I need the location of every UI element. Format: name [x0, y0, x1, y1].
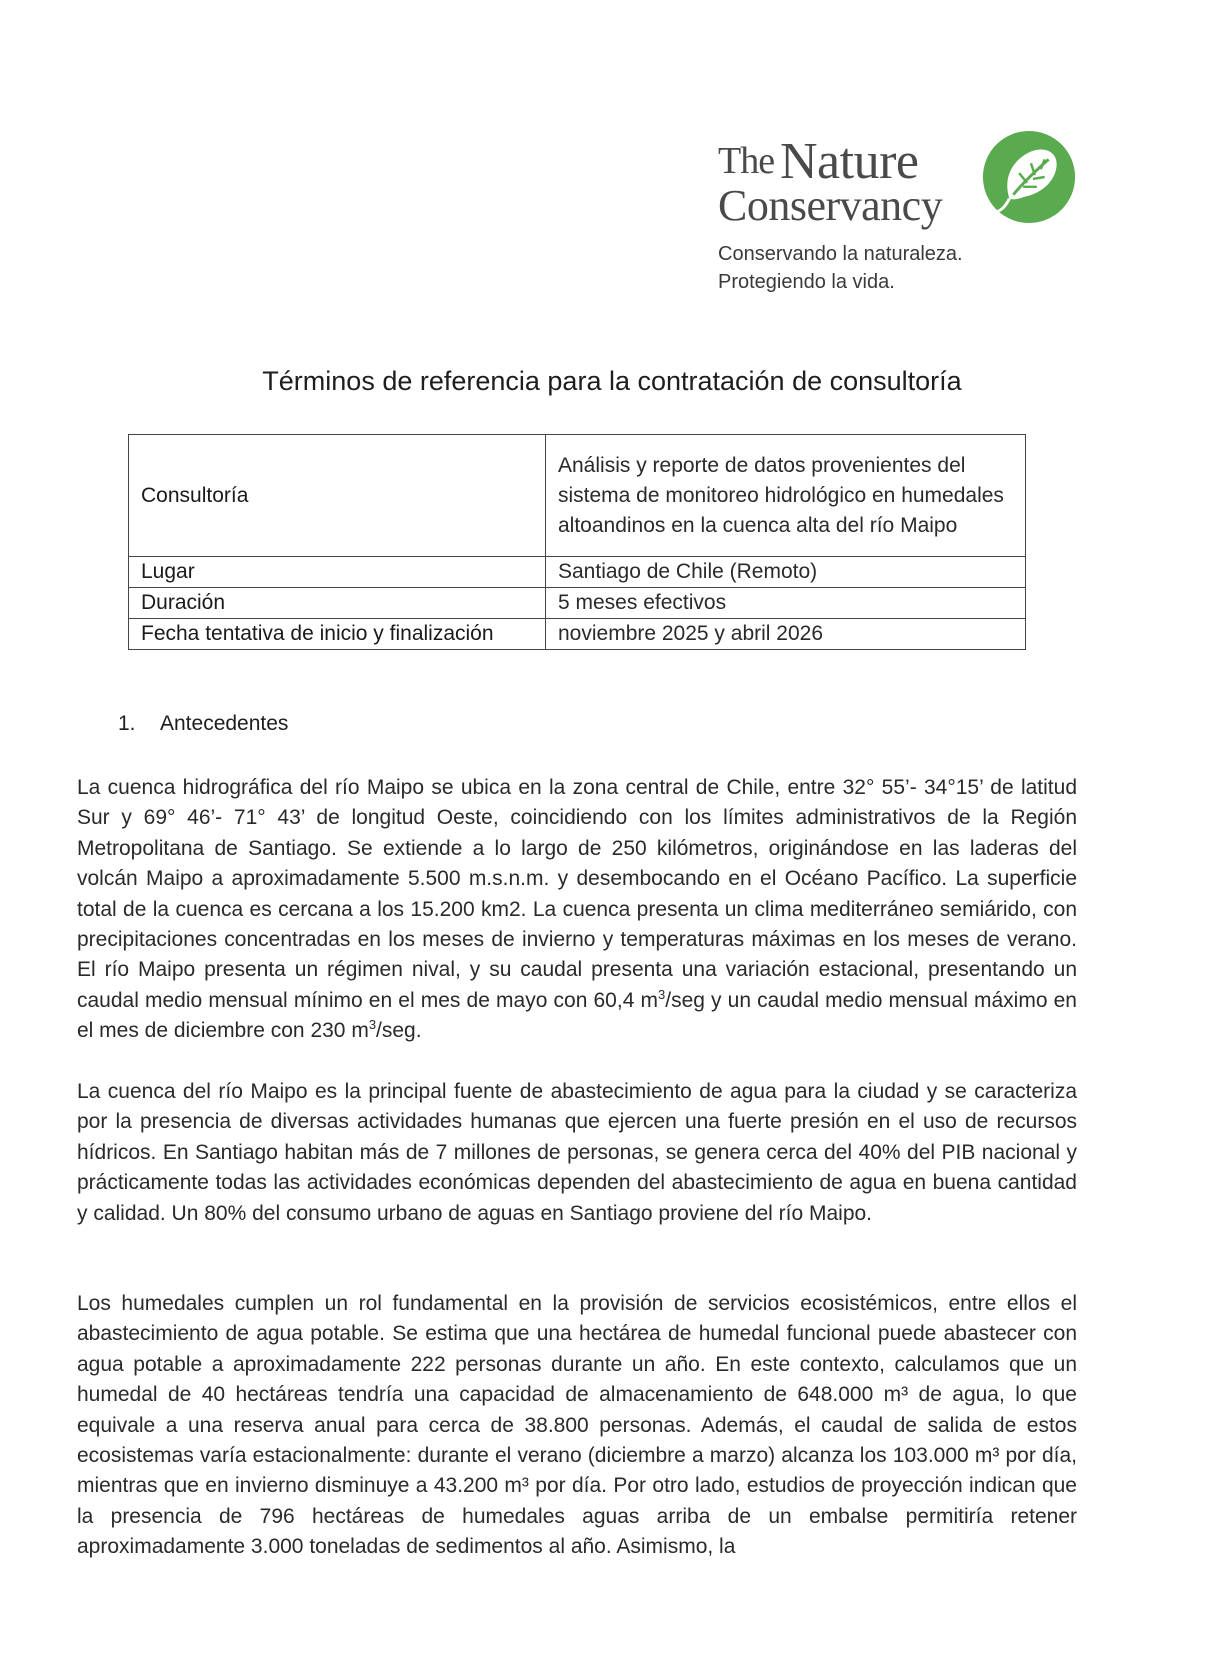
table-label: Consultoría [129, 435, 546, 557]
paragraph-1-text-a: La cuenca hidrográfica del río Maipo se ubica en la zona central de Chile, entre 32° 55’- 34°15’ de latitud Sur y 69° 46’- 71° 43’ de longitud Oeste, coincidiendo con los límites administrativos de la Región Metropolitana de Santiago. Se extiende a lo largo de 250 kilómetros, originándose en las laderas del volcán Maipo a aproximadamente 5.500 m.s.n.m. y desembocando en el Océano Pacífico. La superficie total de la cuenca es cercana a los 15.200 km2. La cuenca presenta un clima mediterráneo semiárido, con precipitaciones concentradas en los meses de invierno y temperaturas máximas en los meses de verano. El río Maipo presenta un régimen nival, y su caudal presenta una variación estacional, presentando un caudal medio mensual mínimo en el mes de mayo con 60,4 m [77, 776, 1077, 1012]
section-heading-antecedentes [118, 712, 288, 736]
section-number: 1. [118, 712, 136, 735]
superscript-3: 3 [368, 1017, 377, 1033]
table-label: Fecha tentativa de inicio y finalización [129, 619, 546, 650]
paragraph-1 [77, 773, 1077, 1047]
table-label: Duración [129, 588, 546, 619]
table-row [129, 435, 1026, 557]
paragraph-2: La cuenca del río Maipo es la principal fuente de abastecimiento de agua para la ciudad y se caracteriza por la presencia de diversas actividades humanas que ejercen una fuerte presión en el uso de recursos hídricos. En Santiago habitan más de 7 millones de personas, se genera cerca del 40% del PIB nacional y prácticamente todas las actividades económicas dependen del abastecimiento de agua en buena cantidad y calidad. Un 80% del consumo urbano de aguas en Santiago proviene del río Maipo. [77, 1080, 1077, 1225]
table-value: Análisis y reporte de datos provenientes del sistema de monitoreo hidrológico en humedales altoandinos en la cuenca alta del río Maipo [546, 435, 1026, 557]
section-title: Antecedentes [160, 712, 289, 735]
table-row [129, 557, 1026, 588]
table-label: Lugar [129, 557, 546, 588]
organization-logo [718, 128, 1118, 298]
paragraph-3 [77, 1289, 1077, 1563]
table-row [129, 588, 1026, 619]
table-value: 5 meses efectivos [546, 588, 1026, 619]
table-value: Santiago de Chile (Remoto) [546, 557, 1026, 588]
table-value: noviembre 2025 y abril 2026 [546, 619, 1026, 650]
logo-word-the: The [718, 140, 775, 182]
leaf-icon [980, 128, 1078, 226]
document-title: Términos de referencia para la contratación de consultoría [262, 366, 962, 396]
logo-tagline [718, 240, 963, 296]
tagline-line-2: Protegiendo la vida. [718, 271, 895, 293]
superscript-3: 3 [658, 986, 666, 1002]
logo-word-conservancy: Conservancy [718, 181, 943, 230]
paragraph-1-text-c: /seg. [376, 1019, 422, 1043]
paragraph-1-text-b: /seg y un caudal medio mensual máximo en el mes de diciembre con 230 m [77, 988, 1077, 1043]
table-row [129, 619, 1026, 650]
tagline-line-1: Conservando la naturaleza. [718, 243, 963, 265]
logo-word-nature: Nature [780, 133, 919, 190]
consultancy-info-table [128, 434, 1026, 650]
paragraph-3-text: Los humedales cumplen un rol fundamental en la provisión de servicios ecosistémicos, entre ellos el abastecimiento de agua potable. Se estima que una hectárea de humedal funcional puede abastecer con agua potable a aproximadamente 222 personas durante un año. En este contexto, calculamos que un humedal de 40 hectáreas tendría una capacidad de almacenamiento de 648.000 m³ de agua, lo que equivale a una reserva anual para cerca de 38.800 personas. Además, el caudal de salida de estos ecosistemas varía estacionalmente: durante el verano (diciembre a marzo) alcanza los 103.000 m³ por día, mientras que en invierno disminuye a 43.200 m³ por día. Por otro lado, estudios de proyección indican que la presencia de 796 hectáreas de humedales aguas arriba de un embalse permitiría retener aproximadamente 3.000 toneladas de sedimentos al año. Asimismo, la [77, 1292, 1077, 1559]
